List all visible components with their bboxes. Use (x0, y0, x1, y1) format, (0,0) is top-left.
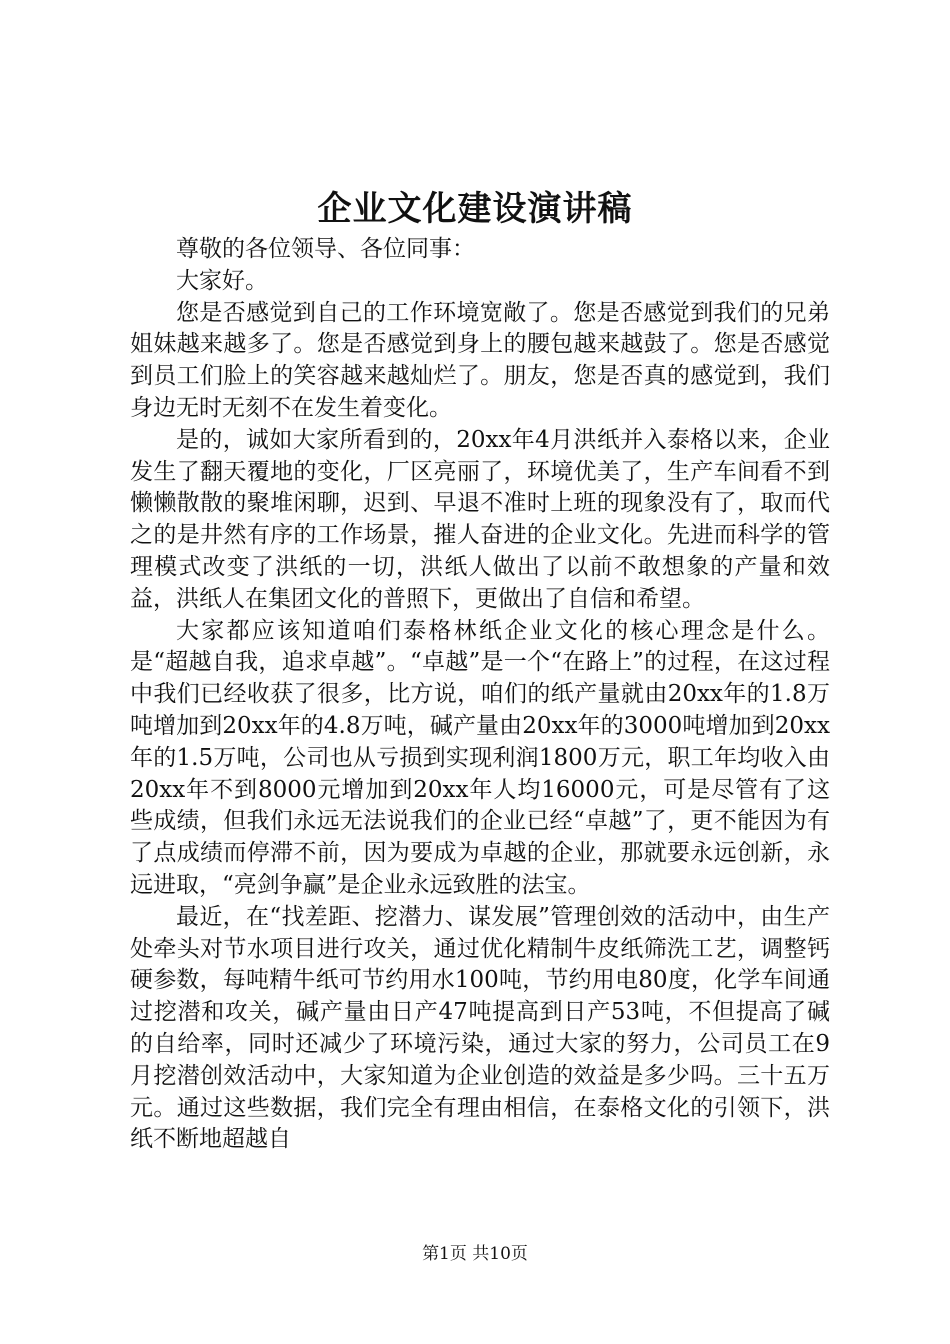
document-body (130, 234, 830, 1156)
paragraph-2: 是的，诚如大家所看到的，20xx年4月洪纸并入泰格以来，企业发生了翻天覆地的变化，厂区亮丽了，环境优美了，生产车间看不到懒懒散散的聚堆闲聊，迟到、早退不准时上班的现象没有了，取而代之的是井然有序的工作场景，摧人奋进的企业文化。先进而科学的管理模式改变了洪纸的一切，洪纸人做出了以前不敢想象的产量和效益，洪纸人在集团文化的普照下，更做出了自信和希望。 (130, 426, 830, 612)
paragraph-3: 大家都应该知道咱们泰格林纸企业文化的核心理念是什么。是“超越自我，追求卓越”。“卓越”是一个“在路上”的过程，在这过程中我们已经收获了很多，比方说，咱们的纸产量就由20xx年的1.8万吨增加到20xx年的4.8万吨，碱产量由20xx年的3000吨增加到20xx年的1.5万吨，公司也从亏损到实现利润1800万元，职工年均收入由20xx年不到8000元增加到20xx年人均16000元，可是尽管有了这些成绩，但我们永远无法说我们的企业已经“卓越”了，更不能因为有了点成绩而停滞不前，因为要成为卓越的企业，那就要永远创新，永远进取，“亮剑争赢”是企业永远致胜的法宝。 (130, 617, 830, 898)
salutation: 尊敬的各位领导、各位同事： (176, 236, 475, 262)
greeting: 大家好。 (176, 267, 268, 294)
paragraph-1: 您是否感觉到自己的工作环境宽敞了。您是否感觉到我们的兄弟姐妹越来越多了。您是否感觉到身上的腰包越来越鼓了。您是否感觉到员工们脸上的笑容越来越灿烂了。朋友，您是否真的感觉到，我们身边无时无刻不在发生着变化。 (130, 299, 830, 421)
page-footer: 第1页 共10页 (422, 1244, 528, 1264)
paragraph-4: 最近，在“找差距、挖潜力、谋发展”管理创效的活动中，由生产处牵头对节水项目进行攻关，通过优化精制牛皮纸筛洗工艺，调整钙硬参数，每吨精牛纸可节约用水100吨，节约用电80度，化学车间通过挖潜和攻关，碱产量由日产47吨提高到日产53吨，不但提高了碱的自给率，同时还减少了环境污染，通过大家的努力，公司员工在9月挖潜创效活动中，大家知道为企业创造的效益是多少吗。三十五万元。通过这些数据，我们完全有理由相信，在泰格文化的引领下，洪纸不断地超越自 (130, 903, 830, 1153)
document-title: 企业文化建设演讲稿 (317, 189, 633, 229)
